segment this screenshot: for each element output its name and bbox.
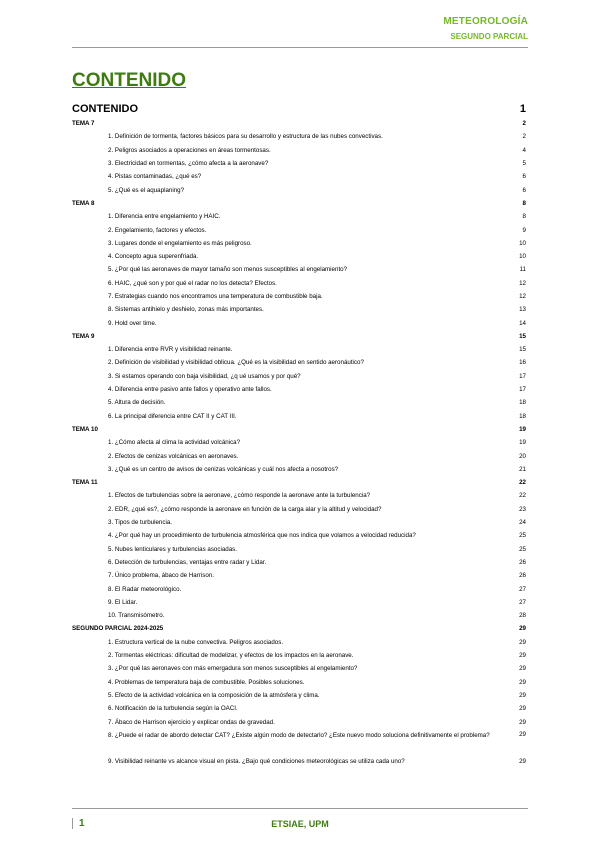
- toc-entry-page: 29: [519, 757, 526, 765]
- toc-entry[interactable]: [72, 130, 526, 143]
- toc-entry-title: 3. Lugares donde el engelamiento es más peligroso.: [108, 239, 252, 247]
- toc-entry-page: 13: [519, 306, 526, 314]
- toc-entry-title: 3. Si estamos operando con baja visibilidad, ¿q ué usamos y por qué?: [108, 372, 301, 380]
- toc-entry-title: 4. Concepto agua superenfriada.: [108, 253, 199, 261]
- toc-entry[interactable]: [72, 396, 526, 409]
- toc-entry-page: 1: [519, 103, 526, 115]
- toc-entry-title: SEGUNDO PARCIAL 2024-2025: [72, 625, 164, 633]
- toc-entry-page: 26: [519, 572, 526, 580]
- toc-entry-title: 9. Visibilidad reinante vs alcance visual en pista. ¿Bajo qué condiciones meteorológicas se utiliza cada uno?: [108, 757, 405, 765]
- header-title: METEOROLOGÍA: [443, 16, 528, 27]
- toc-entry-page: 26: [519, 558, 526, 566]
- header-divider: [72, 47, 528, 48]
- toc-entry-page: 24: [519, 519, 526, 527]
- toc-entry-title: 2. Engelamiento, factores y efectos.: [108, 226, 207, 234]
- toc-entry-title: 2. Efectos de cenizas volcánicas en aeronaves.: [108, 452, 239, 460]
- toc-entry[interactable]: [72, 489, 526, 502]
- toc-entry[interactable]: [72, 183, 526, 196]
- toc-section-entry[interactable]: [72, 622, 526, 635]
- toc-entry-title: 5. Altura de decisión.: [108, 399, 166, 407]
- toc-entry-title: 1. Efectos de turbulencias sobre la aeronave, ¿cómo responde la aeronave ante la turbulencia?: [108, 492, 371, 500]
- toc-entry[interactable]: [72, 263, 526, 276]
- toc-entry-page: 29: [519, 638, 526, 646]
- toc-entry-page: 12: [519, 293, 526, 300]
- toc-heading: CONTENIDO: [72, 70, 186, 91]
- toc-entry-page: 10: [519, 253, 526, 261]
- toc-entry-title: TEMA 10: [72, 425, 98, 433]
- toc-entry[interactable]: [72, 303, 526, 316]
- toc-entry-page: 29: [519, 718, 526, 726]
- toc-entry-title: 8. ¿Puede el radar de abordo detectar CAT? ¿Existe algún modo de detectarlo? ¿Este nuevo modo soluciona definitivamente el problema?: [108, 731, 490, 739]
- toc-entry-page: 27: [519, 598, 526, 606]
- toc-entry-page: 6: [522, 186, 526, 194]
- footer-institution: ETSIAE, UPM: [271, 819, 329, 829]
- toc-entry[interactable]: [72, 436, 526, 449]
- toc-section-entry[interactable]: [72, 476, 526, 489]
- toc-entry[interactable]: [72, 675, 526, 688]
- toc-entry-page: 22: [519, 492, 526, 500]
- toc-entry-title: TEMA 8: [72, 199, 95, 207]
- toc-entry-title: 4. ¿Por qué hay un procedimiento de turbulencia atmosférica que nos indica que volamos a velocidad reducida?: [108, 532, 416, 540]
- toc-entry[interactable]: [72, 596, 526, 609]
- toc-entry-title: 6. La principal diferencia entre CAT II y CAT III.: [108, 412, 237, 420]
- toc-entry-page: 29: [519, 730, 526, 738]
- toc-entry[interactable]: [72, 516, 526, 529]
- footer-divider: [72, 808, 528, 809]
- toc-entry-title: 8. El Radar meteorológico.: [108, 585, 182, 593]
- toc-entry-page: 18: [519, 412, 526, 420]
- toc-entry-page: 10: [519, 239, 526, 247]
- toc-entry-page: 15: [519, 332, 526, 340]
- toc-entry-page: 23: [519, 505, 526, 513]
- toc-entry-page: 17: [519, 372, 526, 380]
- toc-entry-title: 3. Tipos de turbulencia.: [108, 519, 172, 527]
- toc-section-entry[interactable]: [72, 197, 526, 210]
- toc-entry-page: 29: [519, 665, 526, 673]
- toc-entry-title: 4. Pistas contaminadas, ¿qué es?: [108, 173, 202, 181]
- toc-entry-title: 6. HAIC, ¿qué son y por qué el radar no los detecta? Efectos.: [108, 279, 277, 287]
- toc-entry-title: 1. Diferencia entre RVR y visibilidad reinante.: [108, 346, 233, 354]
- toc-entry-page: 6: [522, 173, 526, 181]
- toc-entry[interactable]: [72, 210, 526, 223]
- toc-entry-title: 5. ¿Qué es el aquaplaning?: [108, 186, 185, 194]
- toc-entry[interactable]: [72, 157, 526, 170]
- toc-entry-page: 18: [519, 399, 526, 407]
- toc-entry[interactable]: [72, 582, 526, 595]
- table-of-contents: [72, 101, 526, 768]
- toc-entry[interactable]: [72, 636, 526, 649]
- toc-entry-title: 1. Definición de tormenta, factores básicos para su desarrollo y estructura de las nubes convectivas.: [108, 133, 383, 141]
- toc-entry-title: 4. Problemas de temperatura baja de combustible. Posibles soluciones.: [108, 678, 305, 686]
- toc-entry-title: 2. Definición de visibilidad y visibilidad oblicua. ¿Qué es la visibilidad en sentido aeronáutico?: [108, 359, 364, 367]
- toc-entry-title: 3. ¿Por qué las aeronaves con más emergadura son menos susceptibles al engelamiento?: [108, 665, 358, 673]
- toc-entry-title: 1. Diferencia entre engelamiento y HAIC.: [108, 213, 221, 221]
- toc-entry-title: 7. Único problema, ábaco de Harrison.: [108, 572, 214, 580]
- toc-entry[interactable]: [72, 383, 526, 396]
- toc-entry-title: 6. Detección de turbulencias, ventajas entre radar y Lidar.: [108, 558, 267, 566]
- toc-entry-page: 11: [519, 266, 526, 274]
- toc-entry-page: 17: [519, 386, 526, 394]
- running-header: [443, 16, 528, 41]
- toc-entry-title: 10. Transmisómetro.: [108, 612, 165, 620]
- toc-entry[interactable]: [72, 410, 526, 423]
- toc-entry[interactable]: [72, 649, 526, 662]
- toc-section-entry[interactable]: [72, 330, 526, 343]
- toc-entry-title: 5. Efecto de la actividad volcánica en la composición de la atmósfera y clima.: [108, 691, 320, 699]
- toc-entry-title: 8. Sistemas antihielo y deshielo, zonas más importantes.: [108, 306, 264, 314]
- toc-entry-page: 21: [519, 465, 526, 473]
- toc-section-entry[interactable]: [72, 117, 526, 130]
- toc-entry-page: 8: [522, 213, 526, 221]
- toc-entry-title: TEMA 7: [72, 120, 95, 128]
- toc-entry-title: TEMA 9: [72, 332, 95, 340]
- toc-entry-page: 14: [519, 319, 526, 327]
- toc-entry-page: 22: [519, 479, 526, 487]
- toc-entry[interactable]: [72, 170, 526, 183]
- toc-entry-title: CONTENIDO: [72, 103, 138, 115]
- toc-entry[interactable]: [72, 343, 526, 356]
- toc-entry-page: 29: [519, 678, 526, 686]
- toc-entry-page: 2: [522, 133, 526, 141]
- toc-entry[interactable]: [72, 529, 526, 542]
- toc-entry[interactable]: [72, 715, 526, 728]
- toc-entry-title: TEMA 11: [72, 479, 98, 487]
- toc-entry-title: 1. ¿Cómo afecta al clima la actividad volcánica?: [108, 439, 241, 447]
- toc-entry-title: 2. EDR, ¿qué es?, ¿cómo responde la aeronave en función de la carga alar y la altitud y velocidad?: [108, 505, 382, 513]
- toc-entry[interactable]: [72, 370, 526, 383]
- toc-entry-page: 25: [519, 532, 526, 540]
- toc-entry[interactable]: [72, 543, 526, 556]
- toc-entry-page: 27: [519, 585, 526, 593]
- toc-entry-title: 3. ¿Qué es un centro de avisos de cenizas volcánicas y cuál nos afecta a nosotros?: [108, 465, 339, 473]
- toc-entry-title: 5. ¿Por qué las aeronaves de mayor tamaño son menos susceptibles al engelamiento?: [108, 266, 348, 274]
- toc-entry[interactable]: [72, 277, 526, 290]
- toc-entry[interactable]: [72, 689, 526, 702]
- toc-entry[interactable]: [72, 316, 526, 329]
- toc-entry-page: 5: [522, 160, 526, 168]
- toc-entry-page: 29: [519, 652, 526, 660]
- toc-entry-title: 7. Estrategias cuando nos encontramos una temperatura de combustible baja.: [108, 293, 323, 300]
- toc-entry[interactable]: [72, 144, 526, 157]
- toc-entry-page: 8: [522, 199, 526, 207]
- toc-entry-page: 2: [522, 120, 526, 128]
- toc-entry-page: 28: [519, 612, 526, 620]
- toc-entry[interactable]: [72, 463, 526, 476]
- toc-entry-page: 19: [519, 439, 526, 447]
- toc-entry-page: 25: [519, 545, 526, 553]
- toc-entry[interactable]: [72, 662, 526, 675]
- toc-entry-page: 15: [519, 346, 526, 354]
- toc-entry[interactable]: [72, 755, 526, 768]
- footer-page-value: 1: [79, 818, 85, 830]
- toc-entry-title: 2. Tormentas eléctricas: dificultad de modelizar, y efectos de los impactos en la aeronave.: [108, 652, 354, 660]
- toc-entry-page: 9: [522, 226, 526, 234]
- toc-entry[interactable]: [72, 556, 526, 569]
- toc-entry[interactable]: [72, 290, 526, 303]
- toc-entry-contents[interactable]: [72, 101, 526, 117]
- toc-entry[interactable]: [72, 250, 526, 263]
- toc-entry[interactable]: [72, 223, 526, 236]
- toc-entry-page: 20: [519, 452, 526, 460]
- toc-entry[interactable]: [72, 702, 526, 715]
- toc-entry-page: 4: [522, 146, 526, 154]
- toc-entry-title: 9. El Lidar.: [108, 598, 138, 606]
- toc-entry-page: 12: [519, 279, 526, 287]
- toc-entry-title: 4. Diferencia entre pasivo ante fallos y operativo ante fallos.: [108, 386, 272, 394]
- toc-entry-title: 2. Peligros asociados a operaciones en áreas tormentosas.: [108, 146, 271, 154]
- header-subtitle: SEGUNDO PARCIAL: [450, 32, 528, 41]
- toc-entry[interactable]: [72, 237, 526, 250]
- toc-entry[interactable]: [72, 449, 526, 462]
- toc-entry-title: 9. Hold over time.: [108, 319, 157, 327]
- toc-entry-title: 5. Nubes lenticulares y turbulencias asociadas.: [108, 545, 237, 553]
- toc-entry[interactable]: [72, 503, 526, 516]
- toc-entry-page: 29: [519, 691, 526, 699]
- toc-entry[interactable]: [72, 729, 526, 755]
- toc-entry[interactable]: [72, 609, 526, 622]
- toc-entry-title: 1. Estructura vertical de la nube convectiva. Peligros asociados.: [108, 638, 284, 646]
- toc-entry[interactable]: [72, 569, 526, 582]
- toc-entry-title: 6. Notificación de la turbulencia según la OACI.: [108, 705, 238, 713]
- toc-entry[interactable]: [72, 356, 526, 369]
- toc-entry-title: 7. Ábaco de Harrison ejercicio y explicar ondas de gravedad.: [108, 718, 275, 726]
- toc-entry-page: 29: [519, 705, 526, 713]
- toc-entry-page: 29: [519, 625, 526, 633]
- toc-entry-title: 3. Electricidad en tormentas, ¿cómo afecta a la aeronave?: [108, 160, 269, 168]
- toc-section-entry[interactable]: [72, 423, 526, 436]
- toc-entry-page: 16: [519, 359, 526, 367]
- toc-entry-page: 19: [519, 425, 526, 433]
